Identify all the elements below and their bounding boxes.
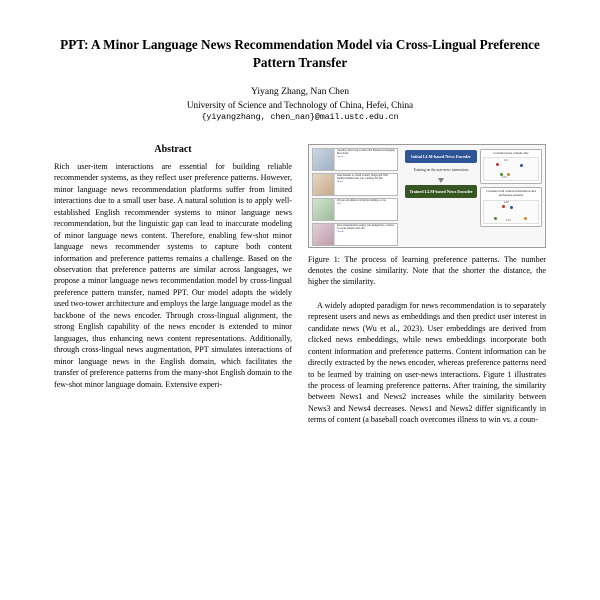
two-column-body	[54, 142, 546, 432]
embedding-dot-news4	[524, 217, 527, 220]
abstract-paragraph: Rich user-item interactions are essential for building reliable recommender systems, as they reflect user preference patterns. However, minor language news recommendation platforms suffer from limited interactions due to a small user base. A natural solution is to apply well-established English recommender systems to minor language news recommendation, but the linguistic gap can lead to inaccurate modeling of minor language news content. Therefore, enabling few-shot minor language news recommender systems to capture both content information and preference patterns remains a challenge. Based on the observation that preference patterns are similar across languages, we propose a minor language news recommendation model by cross-lingual preference pattern transfer, named PPT. Our model adopts the widely used two-tower architecture and employs the large language model as the backbone of the news encoder. Through cross-lingual alignment, the strong English capability of the news encoder is extended to minor languages, thus enhancing news content representations. Additionally, through cross-lingual news augmentation, PPT simulates interactions of minor language news in the English domain, which facilitates the transfer of preference patterns from the many-shot English domain to the few-shot minor language domain. Extensive experi-	[54, 161, 292, 389]
figure-1	[308, 144, 546, 288]
similarity-label: 0.11	[504, 159, 509, 163]
news-text	[335, 149, 397, 170]
embedding-scatter	[483, 200, 539, 224]
intro-paragraph: A widely adopted paradigm for news recommendation is to separately represent users and news as embeddings and then predict user interest in candidate news (Wu et al., 2023). User embeddings are derived from clicked news embeddings, while news embeddings incorporate both content information and preference patterns. Content information can be directly extracted by the news encoder, whereas preference patterns need to be learned by training on user-news interactions. Figure 1 illustrates the process of learning preference patterns. After training, the similarity between News1 and News2 increases while the similarity between News3 and News4 decreases. News1 and News2 differ significantly in terms of content (a baseball coach overcomes illness to win vs. a coun-	[308, 300, 546, 425]
page-title: PPT: A Minor Language News Recommendation Model via Cross-Lingual Preference Pattern Transfer	[60, 37, 540, 70]
news-headline: Rare transplantation surgery lets changed into a chance to rescue patient order and	[337, 224, 395, 231]
trained-encoder-box: Trained LLM-based News Encoder	[405, 185, 477, 198]
embedding-dot-news4	[507, 173, 510, 176]
news-source: Sports	[337, 155, 344, 159]
news-headline: 28-year-old athlete is living her smiling, so far...	[337, 199, 388, 203]
encoder-pipeline	[405, 150, 477, 198]
author-list	[54, 86, 546, 97]
news-thumbnail	[313, 224, 335, 245]
left-column	[54, 142, 292, 432]
author-email: {yiyangzhang, chen_nan}@mail.ustc.edu.cn	[201, 111, 399, 122]
embedding-panels	[480, 149, 542, 228]
embedding-dot-news2	[520, 164, 523, 167]
right-column	[308, 142, 546, 432]
news-text	[335, 174, 397, 195]
news-source: Health	[337, 230, 344, 234]
news-card-list	[312, 148, 398, 246]
embedding-dot-news1	[502, 205, 505, 208]
author-names: Yiyang Zhang, Nan Chen	[250, 85, 350, 97]
embedding-panel-title: Consider news content only	[493, 150, 529, 155]
news-text	[335, 224, 397, 245]
embedding-dot-news3	[494, 217, 497, 220]
news-card	[312, 198, 398, 221]
news-thumbnail	[313, 199, 335, 220]
embedding-panel-title: Consider both content information and preference patterns	[486, 189, 536, 198]
similarity-label: 0.52	[502, 176, 507, 180]
news-source: Life	[337, 202, 342, 206]
arrow-down-icon	[438, 178, 444, 183]
figure-1-image	[308, 144, 546, 248]
embedding-scatter	[483, 157, 539, 181]
abstract-heading: Abstract	[154, 143, 192, 155]
news-headline: Guardiola fires back at rumor that Haaland is managing his transfer	[337, 149, 395, 156]
news-thumbnail	[313, 174, 335, 195]
similarity-label: 0.68	[504, 201, 509, 205]
initial-encoder-box: Initial LLM-based News Encoder	[405, 150, 477, 163]
affiliation: University of Science and Technology of China, Hefei, China	[186, 99, 414, 110]
news-card	[312, 173, 398, 196]
figure-1-caption: Figure 1: The process of learning preference patterns. The number denotes the cosine similarity. Note that the shorter the distance, the higher the similarity.	[308, 254, 546, 287]
similarity-label: 0.23	[506, 219, 511, 223]
news-card	[312, 223, 398, 246]
news-text	[335, 199, 389, 220]
training-note: Training on the user-news interactions	[413, 167, 469, 172]
news-card	[312, 148, 398, 171]
embedding-dot-news2	[510, 206, 513, 209]
news-headline: Kane Returns to a Dish Country Singer and With Kathryn Mathews Dr. Jon, a display his first	[337, 174, 388, 181]
embedding-panel-content-only	[480, 149, 542, 185]
news-source: Music	[337, 180, 344, 184]
embedding-dot-news1	[496, 163, 499, 166]
embedding-panel-content-and-preference	[480, 187, 542, 227]
news-thumbnail	[313, 149, 335, 170]
